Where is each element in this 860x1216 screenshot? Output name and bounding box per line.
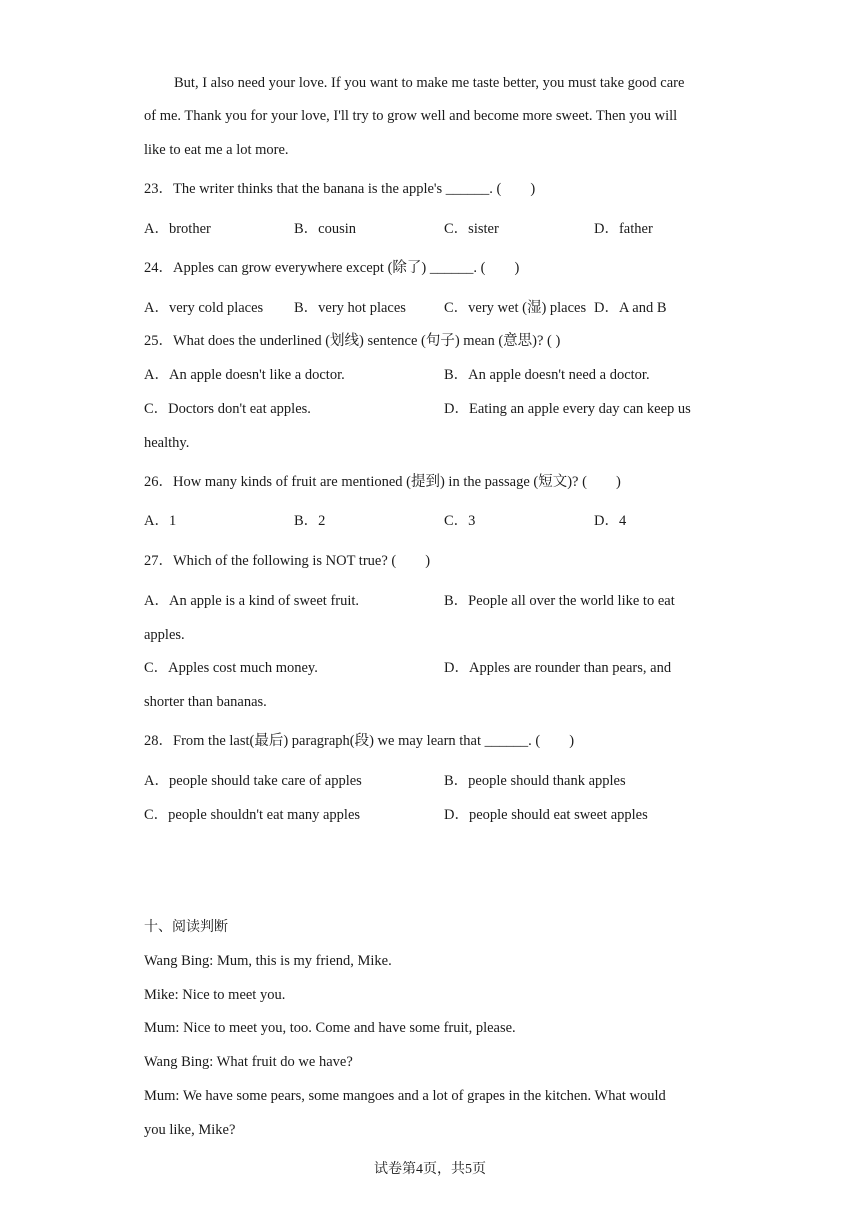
- q27-option-d[interactable]: D．Apples are rounder than pears, and: [444, 660, 672, 676]
- q26-option-d[interactable]: D．4: [594, 513, 627, 529]
- q24-option-c[interactable]: C．very wet (湿) places: [444, 300, 587, 316]
- dialogue-line-2: Mike: Nice to meet you.: [144, 987, 286, 1003]
- q27-option-b[interactable]: B．People all over the world like to eat: [444, 593, 675, 609]
- question-26-stem: 26．How many kinds of fruit are mentioned (提到) in the passage (短文)? ( ): [144, 474, 621, 490]
- dialogue-line-6: you like, Mike?: [144, 1122, 236, 1138]
- q28-option-a[interactable]: A．people should take care of apples: [144, 773, 362, 789]
- q26-option-a[interactable]: A．1: [144, 513, 177, 529]
- dialogue-line-3: Mum: Nice to meet you, too. Come and have some fruit, please.: [144, 1020, 516, 1036]
- question-28-stem: 28．From the last(最后) paragraph(段) we may learn that ______. ( ): [144, 733, 575, 749]
- dialogue-line-5: Mum: We have some pears, some mangoes and a lot of grapes in the kitchen. What would: [144, 1088, 666, 1104]
- q28-option-c[interactable]: C．people shouldn't eat many apples: [144, 807, 361, 823]
- q27-option-c[interactable]: C．Apples cost much money.: [144, 660, 318, 676]
- q28-option-d[interactable]: D．people should eat sweet apples: [444, 807, 648, 823]
- q27-option-b-continuation: apples.: [144, 627, 185, 643]
- q23-option-b[interactable]: B．cousin: [294, 221, 357, 237]
- q23-option-a[interactable]: A．brother: [144, 221, 211, 237]
- q25-option-b[interactable]: B．An apple doesn't need a doctor.: [444, 367, 650, 383]
- q24-option-b[interactable]: B．very hot places: [294, 300, 406, 316]
- q26-option-c[interactable]: C．3: [444, 513, 476, 529]
- passage-line-3: like to eat me a lot more.: [144, 142, 289, 158]
- question-24-stem: 24．Apples can grow everywhere except (除了) ______. ( ): [144, 260, 520, 276]
- question-25-stem: 25．What does the underlined (划线) sentence (句子) mean (意思)? ( ): [144, 333, 561, 349]
- q28-option-b[interactable]: B．people should thank apples: [444, 773, 626, 789]
- q24-option-d[interactable]: D．A and B: [594, 300, 667, 316]
- question-27-stem: 27．Which of the following is NOT true? ( ): [144, 553, 431, 569]
- q26-option-b[interactable]: B．2: [294, 513, 326, 529]
- q25-option-c[interactable]: C．Doctors don't eat apples.: [144, 401, 311, 417]
- page-footer: 试卷第4页，共5页: [374, 1162, 486, 1177]
- q23-option-c[interactable]: C．sister: [444, 221, 499, 237]
- section-10-heading: 十、阅读判断: [144, 919, 228, 935]
- question-23-stem: 23．The writer thinks that the banana is the apple's ______. ( ): [144, 181, 536, 197]
- dialogue-line-1: Wang Bing: Mum, this is my friend, Mike.: [144, 953, 392, 969]
- q25-option-a[interactable]: A．An apple doesn't like a doctor.: [144, 367, 345, 383]
- q25-option-d-continuation: healthy.: [144, 435, 190, 451]
- dialogue-line-4: Wang Bing: What fruit do we have?: [144, 1054, 353, 1070]
- q27-option-d-continuation: shorter than bananas.: [144, 694, 267, 710]
- passage-line-2: of me. Thank you for your love, I'll try to grow well and become more sweet. Then you will: [144, 108, 678, 124]
- passage-line-1: But, I also need your love. If you want to make me taste better, you must take good care: [174, 75, 685, 91]
- q23-option-d[interactable]: D．father: [594, 221, 653, 237]
- q24-option-a[interactable]: A．very cold places: [144, 300, 264, 316]
- q25-option-d[interactable]: D．Eating an apple every day can keep us: [444, 401, 691, 417]
- q27-option-a[interactable]: A．An apple is a kind of sweet fruit.: [144, 593, 360, 609]
